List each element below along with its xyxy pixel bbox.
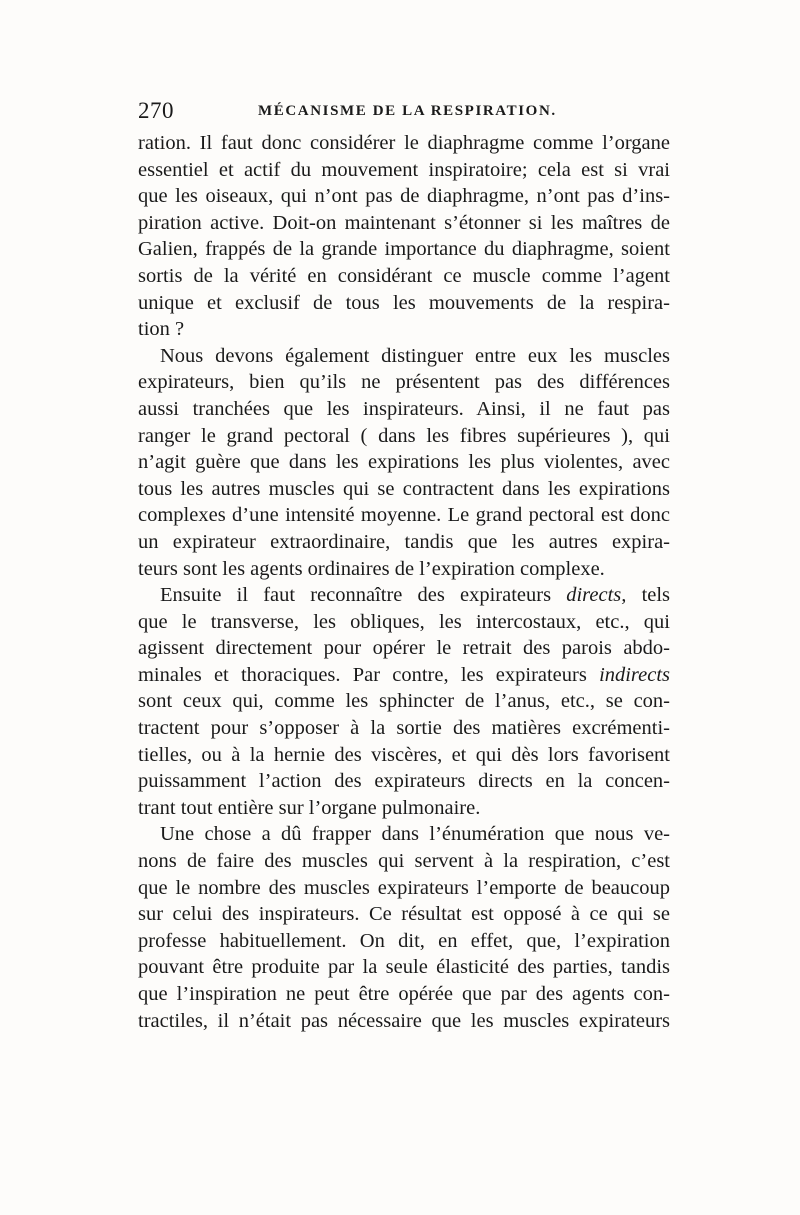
running-head	[138, 94, 670, 128]
italic-term: directs,	[566, 584, 627, 607]
text-line: sortis de la vérité en considérant ce muscle comme l’agent	[138, 264, 670, 287]
text-line: tielles, ou à la hernie des viscères, et qui dès lors favorisent	[138, 743, 670, 766]
text-line: unique et exclusif de tous les mouvements de la respira-	[138, 291, 670, 314]
text-line-mixed	[138, 662, 670, 689]
text-segment: tels	[641, 584, 670, 607]
text-line: tion ?	[138, 318, 185, 341]
text-line: complexes d’une intensité moyenne. Le grand pectoral est donc	[138, 504, 670, 527]
text-line: que le transverse, les obliques, les intercostaux, etc., qui	[138, 610, 670, 633]
text-line: sur celui des inspirateurs. Ce résultat est opposé à ce qui se	[138, 903, 670, 926]
text-line: tractiles, il n’était pas nécessaire que les muscles expirateurs	[138, 1009, 670, 1032]
italic-term: indirects	[599, 663, 670, 686]
text-line: ranger le grand pectoral ( dans les fibres supérieures ), qui	[138, 424, 670, 447]
text-line: piration active. Doit-on maintenant s’étonner si les maîtres de	[138, 211, 670, 234]
text-line: Nous devons également distinguer entre eux les muscles	[160, 344, 670, 367]
text-line: Galien, frappés de la grande importance du diaphragme, soient	[138, 238, 670, 261]
text-line: essentiel et actif du mouvement inspiratoire; cela est si vrai	[138, 158, 670, 181]
page-number: 270	[138, 98, 174, 123]
body-text	[138, 130, 670, 1034]
text-line: que l’inspiration ne peut être opérée que par des agents con-	[138, 983, 670, 1005]
text-line: ration. Il faut donc considérer le diaphragme comme l’organe	[138, 132, 670, 154]
text-line: sont ceux qui, comme les sphincter de l’anus, etc., se con-	[138, 690, 670, 713]
text-segment: Ensuite il faut reconnaître des expirateurs	[160, 584, 552, 607]
text-line: n’agit guère que dans les expirations les plus violentes, avec	[138, 451, 670, 474]
text-line: trant tout entière sur l’organe pulmonaire.	[138, 796, 481, 819]
text-line: pouvant être produite par la seule élasticité des parties, tandis	[138, 956, 670, 979]
text-line: tractent pour s’opposer à la sortie des matières excrémenti-	[138, 717, 670, 740]
text-line: Une chose a dû frapper dans l’énumération que nous ve-	[160, 823, 670, 846]
text-line: agissent directement pour opérer le retrait des parois abdo-	[138, 637, 670, 660]
text-line: aussi tranchées que les inspirateurs. Ainsi, il ne faut pas	[138, 397, 670, 420]
text-line: nons de faire des muscles qui servent à la respiration, c’est	[138, 850, 670, 873]
running-title: MÉCANISME DE LA RESPIRATION.	[258, 103, 557, 119]
text-line: puissamment l’action des expirateurs directs en la concen-	[138, 770, 670, 793]
text-line: tous les autres muscles qui se contractent dans les expirations	[138, 477, 670, 500]
text-line: que les oiseaux, qui n’ont pas de diaphragme, n’ont pas d’ins-	[138, 185, 670, 208]
text-line: professe habituellement. On dit, en effet, que, l’expiration	[138, 929, 670, 952]
text-line: un expirateur extraordinaire, tandis que les autres expira-	[138, 530, 670, 553]
text-segment: minales et thoraciques. Par contre, les expirateurs	[138, 663, 587, 686]
text-line: que le nombre des muscles expirateurs l’emporte de beaucoup	[138, 876, 670, 899]
text-line-mixed	[138, 582, 670, 609]
text-line: teurs sont les agents ordinaires de l’expiration complexe.	[138, 557, 605, 580]
text-line: expirateurs, bien qu’ils ne présentent pas des différences	[138, 371, 670, 394]
